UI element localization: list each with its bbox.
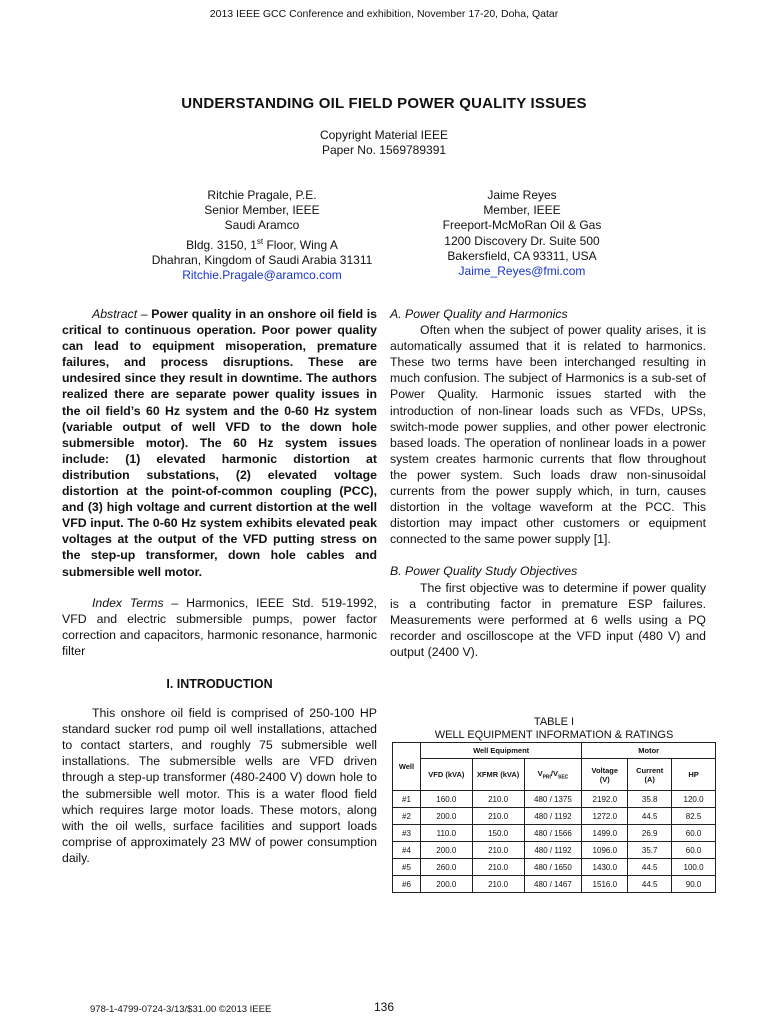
section-b-heading: B. Power Quality Study Objectives xyxy=(390,564,578,579)
table-caption xyxy=(392,716,716,742)
right-column xyxy=(390,306,706,660)
table-label: TABLE I xyxy=(533,716,575,728)
table-row: #1 160.0 210.0 480 / 1375 2192.0 35.8 120.0 xyxy=(393,791,716,808)
table-row: #3 110.0 150.0 480 / 1566 1499.0 26.9 60.0 xyxy=(393,825,716,842)
group-header-motor: Motor xyxy=(582,743,716,759)
index-terms-paragraph: Index Terms – Harmonics, IEEE Std. 519-1992, VFD and electric submersible pumps, power factor correction and capacitors, harmonic resonance, harmonic filter xyxy=(62,595,377,658)
intro-heading: I. INTRODUCTION xyxy=(166,676,273,691)
author-org: Freeport-McMoRan Oil & Gas xyxy=(442,218,602,233)
author-name: Ritchie Pragale, P.E. xyxy=(207,188,317,202)
author-city: Bakersfield, CA 93311, USA xyxy=(447,248,597,263)
col-header-vpri-vsec: $V_{PRI}/V_{SEC}$ xyxy=(524,759,582,791)
author-role: Senior Member, IEEE xyxy=(204,203,320,218)
col-header-hp: HP xyxy=(672,759,716,791)
table-title: WELL EQUIPMENT INFORMATION & RATINGS xyxy=(434,729,674,741)
paper-title: UNDERSTANDING OIL FIELD POWER QUALITY ISSUES xyxy=(181,95,587,112)
author-block-2 xyxy=(372,188,672,279)
col-header-vfd: VFD (kVA) xyxy=(420,759,472,791)
table-row: #5 260.0 210.0 480 / 1650 1430.0 44.5 100.0 xyxy=(393,859,716,876)
col-header-xfmr: XFMR (kVA) xyxy=(472,759,524,791)
author-email-link[interactable]: Jaime_Reyes@fmi.com xyxy=(458,264,586,279)
author-block-1 xyxy=(112,188,412,283)
col-header-well: Well xyxy=(393,743,421,791)
section-a-heading: A. Power Quality and Harmonics xyxy=(390,307,568,321)
paper-number: Paper No. 1569789391 xyxy=(321,143,447,157)
copyright-block xyxy=(0,128,768,158)
footer-isbn: 978-1-4799-0724-3/13/$31.00 ©2013 IEEE xyxy=(90,1004,272,1015)
section-a-paragraph: Often when the subject of power quality arises, it is automatically assumed that it is related to harmonics. These two terms have been interchanged resulting in much confusion. The subject of Harmonics is a sub-set of Power Quality. Harmonic issues started with the introduction of non-linear loads such as VFDs, UPSs, switch-mode power supplies, and other power electronic based loads. The operation of nonlinear loads in a power system creates harmonic currents that flow throughout the power system. Such loads draw non-sinusoidal currents from the power supply which, in turn, causes distortion in the voltage waveform at the PCC. This distortion may impact other customers or equipment connected to the same power supply [1]. xyxy=(390,323,706,547)
author-name: Jaime Reyes xyxy=(487,188,557,202)
author-city: Dhahran, Kingdom of Saudi Arabia 31311 xyxy=(151,252,373,267)
author-org: Saudi Aramco xyxy=(224,218,300,233)
copyright-line: Copyright Material IEEE xyxy=(319,128,449,142)
table-row: #2 200.0 210.0 480 / 1192 1272.0 44.5 82.5 xyxy=(393,808,716,825)
well-equipment-table xyxy=(392,742,716,893)
col-header-current: Current (A) xyxy=(628,759,672,791)
abstract-paragraph: Abstract – Power quality in an onshore oil field is critical to continuous operation. Poor power quality can lead to equipment misoperation, premature failures, and process disruptions. These are undesired since they result in downtime. The authors realized there are separate power quality issues in the oil field’s 60 Hz system and the 0-60 Hz system (variable output of well VFD to the down hole submersible motor). The 60 Hz system issues include: (1) elevated harmonic distortion at distribution substations, (2) elevated voltage distortion at the point-of-common coupling (PCC), and (3) high voltage and current distortion at the well VFD input. The 0-60 Hz system exhibits elevated peak voltages at the output of the VFD putting stress on the step-up transformer, down hole cables and submersible well motor. xyxy=(62,307,377,579)
conference-header: 2013 IEEE GCC Conference and exhibition, November 17-20, Doha, Qatar xyxy=(209,8,559,20)
page-number: 136 xyxy=(373,1000,395,1014)
table-row: #4 200.0 210.0 480 / 1192 1096.0 35.7 60.0 xyxy=(393,842,716,859)
author-email-link[interactable]: Ritchie.Pragale@aramco.com xyxy=(182,268,342,283)
section-b-paragraph: The first objective was to determine if power quality is a contributing factor in premature ESP failures. Measurements were performed at 6 wells using a PQ recorder and oscilloscope at the VFD input (480 V) and output (2400 V). xyxy=(390,580,706,659)
table-row: #6 200.0 210.0 480 / 1467 1516.0 44.5 90.0 xyxy=(393,876,716,893)
author-address: Bldg. 3150, 1st Floor, Wing A xyxy=(186,236,338,252)
group-header-equipment: Well Equipment xyxy=(420,743,581,759)
col-header-voltage: Voltage (V) xyxy=(582,759,628,791)
author-address: 1200 Discovery Dr. Suite 500 xyxy=(444,233,600,248)
author-role: Member, IEEE xyxy=(483,203,561,218)
intro-paragraph: This onshore oil field is comprised of 250-100 HP standard sucker rod pump oil well installations, attached to contact starters, and roughly 75 submersible well installations. The submersible wells are VFD driven through a step-up transformer (480-2400 V) down hole to the submersible well motor. This is a water flood field which requires large motor loads. These motors, along with the oil wells, surface facilities and support loads comprise of approximately 23 MW of power consumption daily. xyxy=(62,706,377,865)
left-column xyxy=(62,306,377,866)
